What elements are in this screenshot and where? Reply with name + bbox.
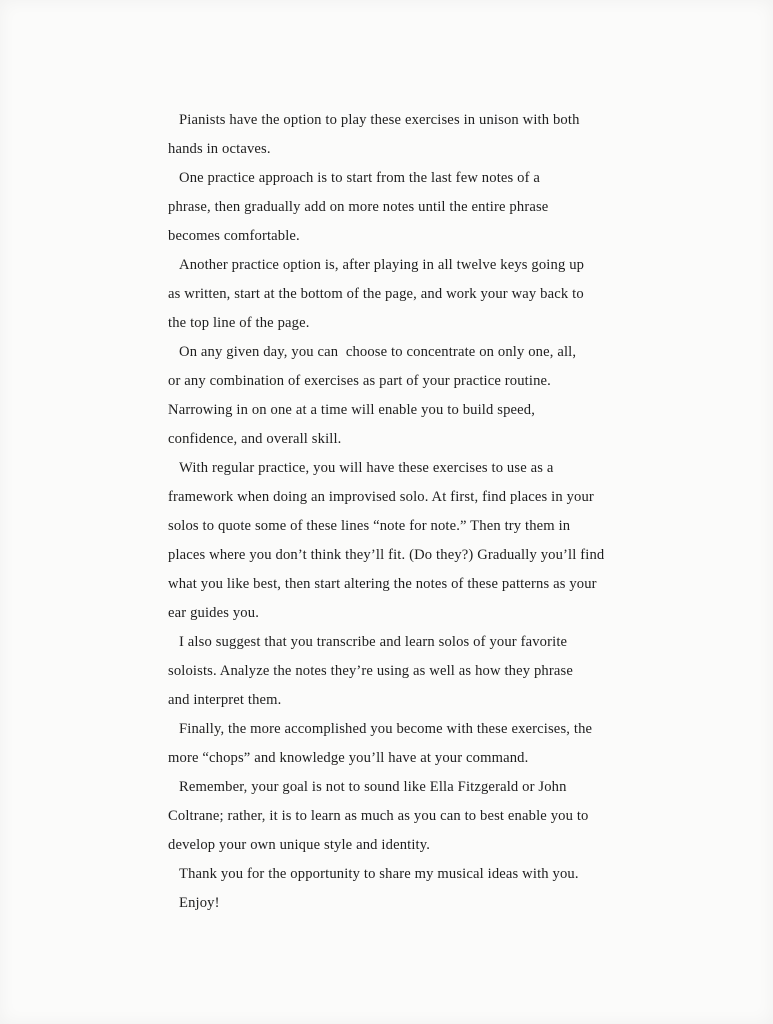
text-line: hands in octaves.: [168, 141, 271, 157]
paragraph: [168, 773, 638, 860]
text-line: Thank you for the opportunity to share my musical ideas with you.: [179, 866, 579, 882]
text-line: the top line of the page.: [168, 315, 310, 331]
text-line: develop your own unique style and identity.: [168, 837, 431, 853]
paragraph: [168, 715, 638, 773]
paragraph: [168, 164, 638, 251]
text-line: Pianists have the option to play these exercises in unison with both: [179, 112, 580, 128]
paragraph: [168, 338, 638, 454]
text-line: Narrowing in on one at a time will enable you to build speed,: [168, 402, 536, 418]
paragraph: [168, 251, 638, 338]
text-line: Remember, your goal is not to sound like Ella Fitzgerald or John: [179, 779, 567, 795]
paragraph: [168, 628, 638, 715]
paragraph: [168, 860, 638, 889]
paragraph: [168, 889, 638, 918]
text-line: or any combination of exercises as part of your practice routine.: [168, 373, 551, 389]
text-line: Enjoy!: [179, 895, 220, 911]
text-line: more “chops” and knowledge you’ll have at your command.: [168, 750, 529, 766]
text-line: One practice approach is to start from the last few notes of a: [179, 170, 541, 186]
body-text: [168, 106, 638, 918]
text-line: Finally, the more accomplished you become with these exercises, the: [179, 721, 593, 737]
text-line: With regular practice, you will have these exercises to use as a: [179, 460, 554, 476]
paragraph: [168, 454, 638, 628]
text-line: Another practice option is, after playing in all twelve keys going up: [179, 257, 585, 273]
text-line: as written, start at the bottom of the page, and work your way back to: [168, 286, 584, 302]
text-line: Coltrane; rather, it is to learn as much as you can to best enable you to: [168, 808, 589, 824]
text-line: becomes comfortable.: [168, 228, 300, 244]
text-line: confidence, and overall skill.: [168, 431, 342, 447]
text-line: what you like best, then start altering the notes of these patterns as your: [168, 576, 597, 592]
text-line: and interpret them.: [168, 692, 282, 708]
text-line: I also suggest that you transcribe and learn solos of your favorite: [179, 634, 568, 650]
text-line: phrase, then gradually add on more notes until the entire phrase: [168, 199, 549, 215]
text-line: places where you don’t think they’ll fit. (Do they?) Gradually you’ll find: [168, 547, 605, 563]
text-line: framework when doing an improvised solo. At first, find places in your: [168, 489, 594, 505]
paragraph: [168, 106, 638, 164]
text-line: ear guides you.: [168, 605, 260, 621]
text-line: On any given day, you can choose to concentrate on only one, all,: [179, 344, 577, 360]
text-line: solos to quote some of these lines “note for note.” Then try them in: [168, 518, 571, 534]
text-line: soloists. Analyze the notes they’re using as well as how they phrase: [168, 663, 573, 679]
